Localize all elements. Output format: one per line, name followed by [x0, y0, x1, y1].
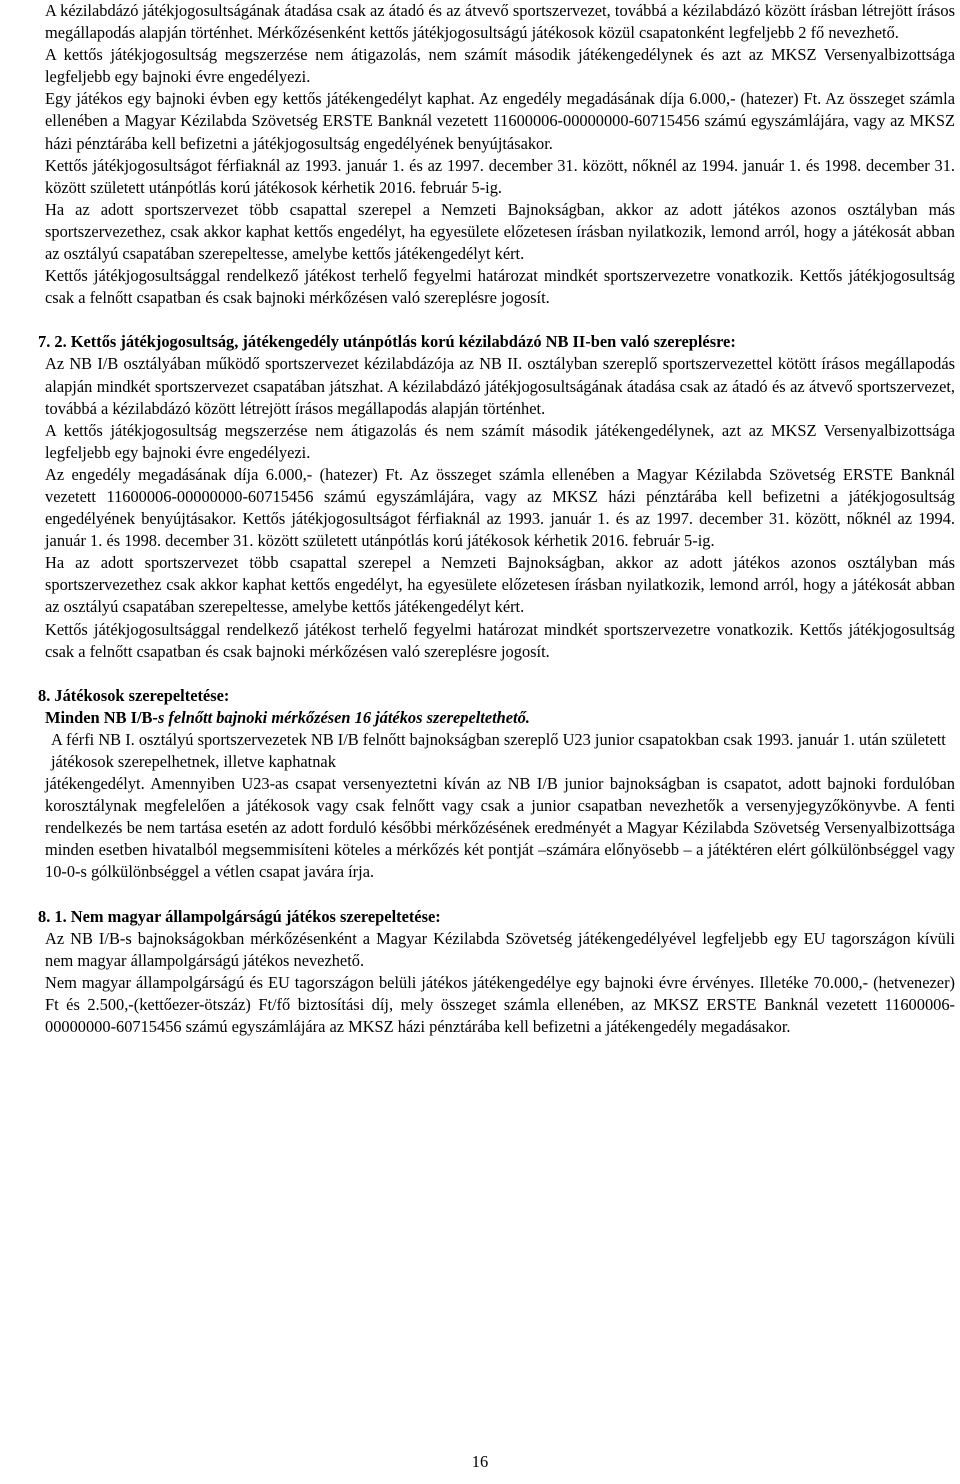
- spacer: [45, 309, 955, 331]
- paragraph: A kettős játékjogosultság megszerzése nem átigazolás és nem számít második játékengedélynek, azt az MKSZ Versenyalbizottsága legfeljebb egy bajnoki évre engedélyezi.: [45, 420, 955, 462]
- section-8-1: [38, 906, 955, 1039]
- paragraph: Kettős játékjogosultságot férfiaknál az 1993. január 1. és az 1997. december 31. között, nőknél az 1994. január 1. és 1998. december 31. között született utánpótlás korú játékosok kérhetik 2016. február 5-ig.: [45, 155, 955, 197]
- emphasis-italic: -s felnőtt bajnoki mérkőzésen 16 játékos szerepeltethető.: [152, 707, 530, 727]
- emphasis-start: Minden NB I/B: [45, 707, 153, 727]
- paragraph: Nem magyar állampolgárságú és EU tagországon belüli játékos játékengedélye egy bajnoki évre érvényes. Illetéke 70.000,- (hetvenezer) Ft és 2.500,-(kettőezer-ötszáz) Ft/fő biztosítási díj, mely összeget számla ellenében, az MKSZ ERSTE Banknál vezetett 11600006-00000000-60715456 számú egyszámlájára az MKSZ házi pénztárába kell befizetni a játékengedély megadásakor.: [45, 972, 955, 1037]
- section-heading: 8. 1. Nem magyar állampolgárságú játékos szerepeltetése:: [38, 906, 441, 926]
- paragraph: Az engedély megadásának díja 6.000,- (hatezer) Ft. Az összeget számla ellenében a Magyar Kézilabda Szövetség ERSTE Banknál vezetett 11600006-00000000-60715456 számú egyszámlájára, vagy az MKSZ házi pénztárába kell befizetni a játékjogosultság engedélyének benyújtásakor. Kettős játékjogosultságot férfiaknál az 1993. január 1. és az 1997. december 31. között, nőknél az 1994. január 1. és 1998. december 31. között született utánpótlás korú játékosok kérhetik 2016. február 5-ig.: [45, 464, 955, 551]
- page-number: 16: [471, 1452, 489, 1471]
- paragraph: Az NB I/B osztályában működő sportszervezet kézilabdázója az NB II. osztályban szereplő sportszervezettel kötött írásos megállapodás alapján mindkét sportszervezet csapatában játszhat. A kézilabdázó játékjogosultságának átadása csak az átadó és az átvevő sportszervezet, továbbá a kézilabdázó között létrejött írásos megállapodás alapján történhet.: [45, 354, 955, 418]
- section-7-2: [38, 331, 955, 662]
- emphasis-line: [45, 707, 955, 729]
- section-heading: 7. 2. Kettős játékjogosultság, játékengedély utánpótlás korú kézilabdázó NB II-ben való szereplésre:: [38, 332, 736, 352]
- paragraph: A kettős játékjogosultság megszerzése nem átigazolás, nem számít második játékengedélynek és azt az MKSZ Versenyalbizottsága legfeljebb egy bajnoki évre engedélyezi.: [45, 45, 955, 87]
- section-heading: 8. Játékosok szerepeltetése:: [38, 685, 230, 705]
- spacer: [45, 884, 955, 906]
- paragraph: A férfi NB I. osztályú sportszervezetek NB I/B felnőtt bajnokságban szereplő U23 junior csapatokban csak 1993. január 1. után született játékosok szerepelhetnek, illetve kaphatnak: [51, 729, 946, 771]
- paragraph: Kettős játékjogosultsággal rendelkező játékost terhelő fegyelmi határozat mindkét sportszervezetre vonatkozik. Kettős játékjogosultság csak a felnőtt csapatban és csak bajnoki mérkőzésen való szereplésre jogosít.: [45, 619, 955, 661]
- paragraph: A kézilabdázó játékjogosultságának átadása csak az átadó és az átvevő sportszervezet, továbbá a kézilabdázó között írásban létrejött írásos megállapodás alapján történhet. Mérkőzésenként kettős játékjogosultságú játékosok közül csapatonként legfeljebb 2 fő nevezhető.: [45, 1, 955, 43]
- paragraph: Ha az adott sportszervezet több csapattal szerepel a Nemzeti Bajnokságban, akkor az adott játékos azonos osztályban más sportszervezethez csak akkor kaphat kettős engedélyt, ha egyesülete előzetesen írásban nyilatkozik, lemond arról, hogy a játékosát abban az osztályú csapatában szerepeltesse, amelybe kettős játékengedélyt kért.: [45, 553, 955, 617]
- paragraph: Kettős játékjogosultsággal rendelkező játékost terhelő fegyelmi határozat mindkét sportszervezetre vonatkozik. Kettős játékjogosultság csak a felnőtt csapatban és csak bajnoki mérkőzésen való szereplésre jogosít.: [45, 266, 955, 308]
- spacer: [45, 663, 955, 685]
- section-8: [38, 685, 955, 884]
- document-page: [38, 0, 955, 1038]
- section-7-1-continuation: [45, 0, 955, 309]
- paragraph: Az NB I/B-s bajnokságokban mérkőzésenként a Magyar Kézilabda Szövetség játékengedélyével legfeljebb egy EU tagországon kívüli nem magyar állampolgárságú játékos nevezhető.: [45, 928, 955, 970]
- paragraph: Egy játékos egy bajnoki évben egy kettős játékengedélyt kaphat. Az engedély megadásának díja 6.000,- (hatezer) Ft. Az összeget számla ellenében a Magyar Kézilabda Szövetség ERSTE Banknál vezetett 11600006-00000000-60715456 számú egyszámlájára, vagy az MKSZ házi pénztárába kell befizetni a játékjogosultság engedélyének benyújtásakor.: [45, 89, 955, 153]
- paragraph: Ha az adott sportszervezet több csapattal szerepel a Nemzeti Bajnokságban, akkor az adott játékos azonos osztályban más sportszervezethez, csak akkor kaphat kettős engedélyt, ha egyesülete előzetesen írásban nyilatkozik, lemond arról, hogy a játékosát abban az osztályú csapatában szerepeltesse, amelybe kettős játékengedélyt kért.: [45, 199, 955, 264]
- paragraph: játékengedélyt. Amennyiben U23-as csapat versenyeztetni kíván az NB I/B junior bajnokságban is csapatot, adott bajnoki fordulóban korosztálynak megfelelően a játékosok vagy csak felnőtt vagy csak a junior csapatban nevezhetők a versenyjegyzőkönyvbe. A fenti rendelkezés be nem tartása esetén az adott forduló későbbi mérkőzésének eredményét a Magyar Kézilabda Szövetség Versenyalbizottsága minden esetben hivatalból megsemmisíteni köteles a mérkőzés két pontját –számára előnyösebb – a játéktéren elért gólkülönbséggel vagy 10-0-s gólkülönbséggel a vétlen csapat javára írja.: [45, 774, 955, 882]
